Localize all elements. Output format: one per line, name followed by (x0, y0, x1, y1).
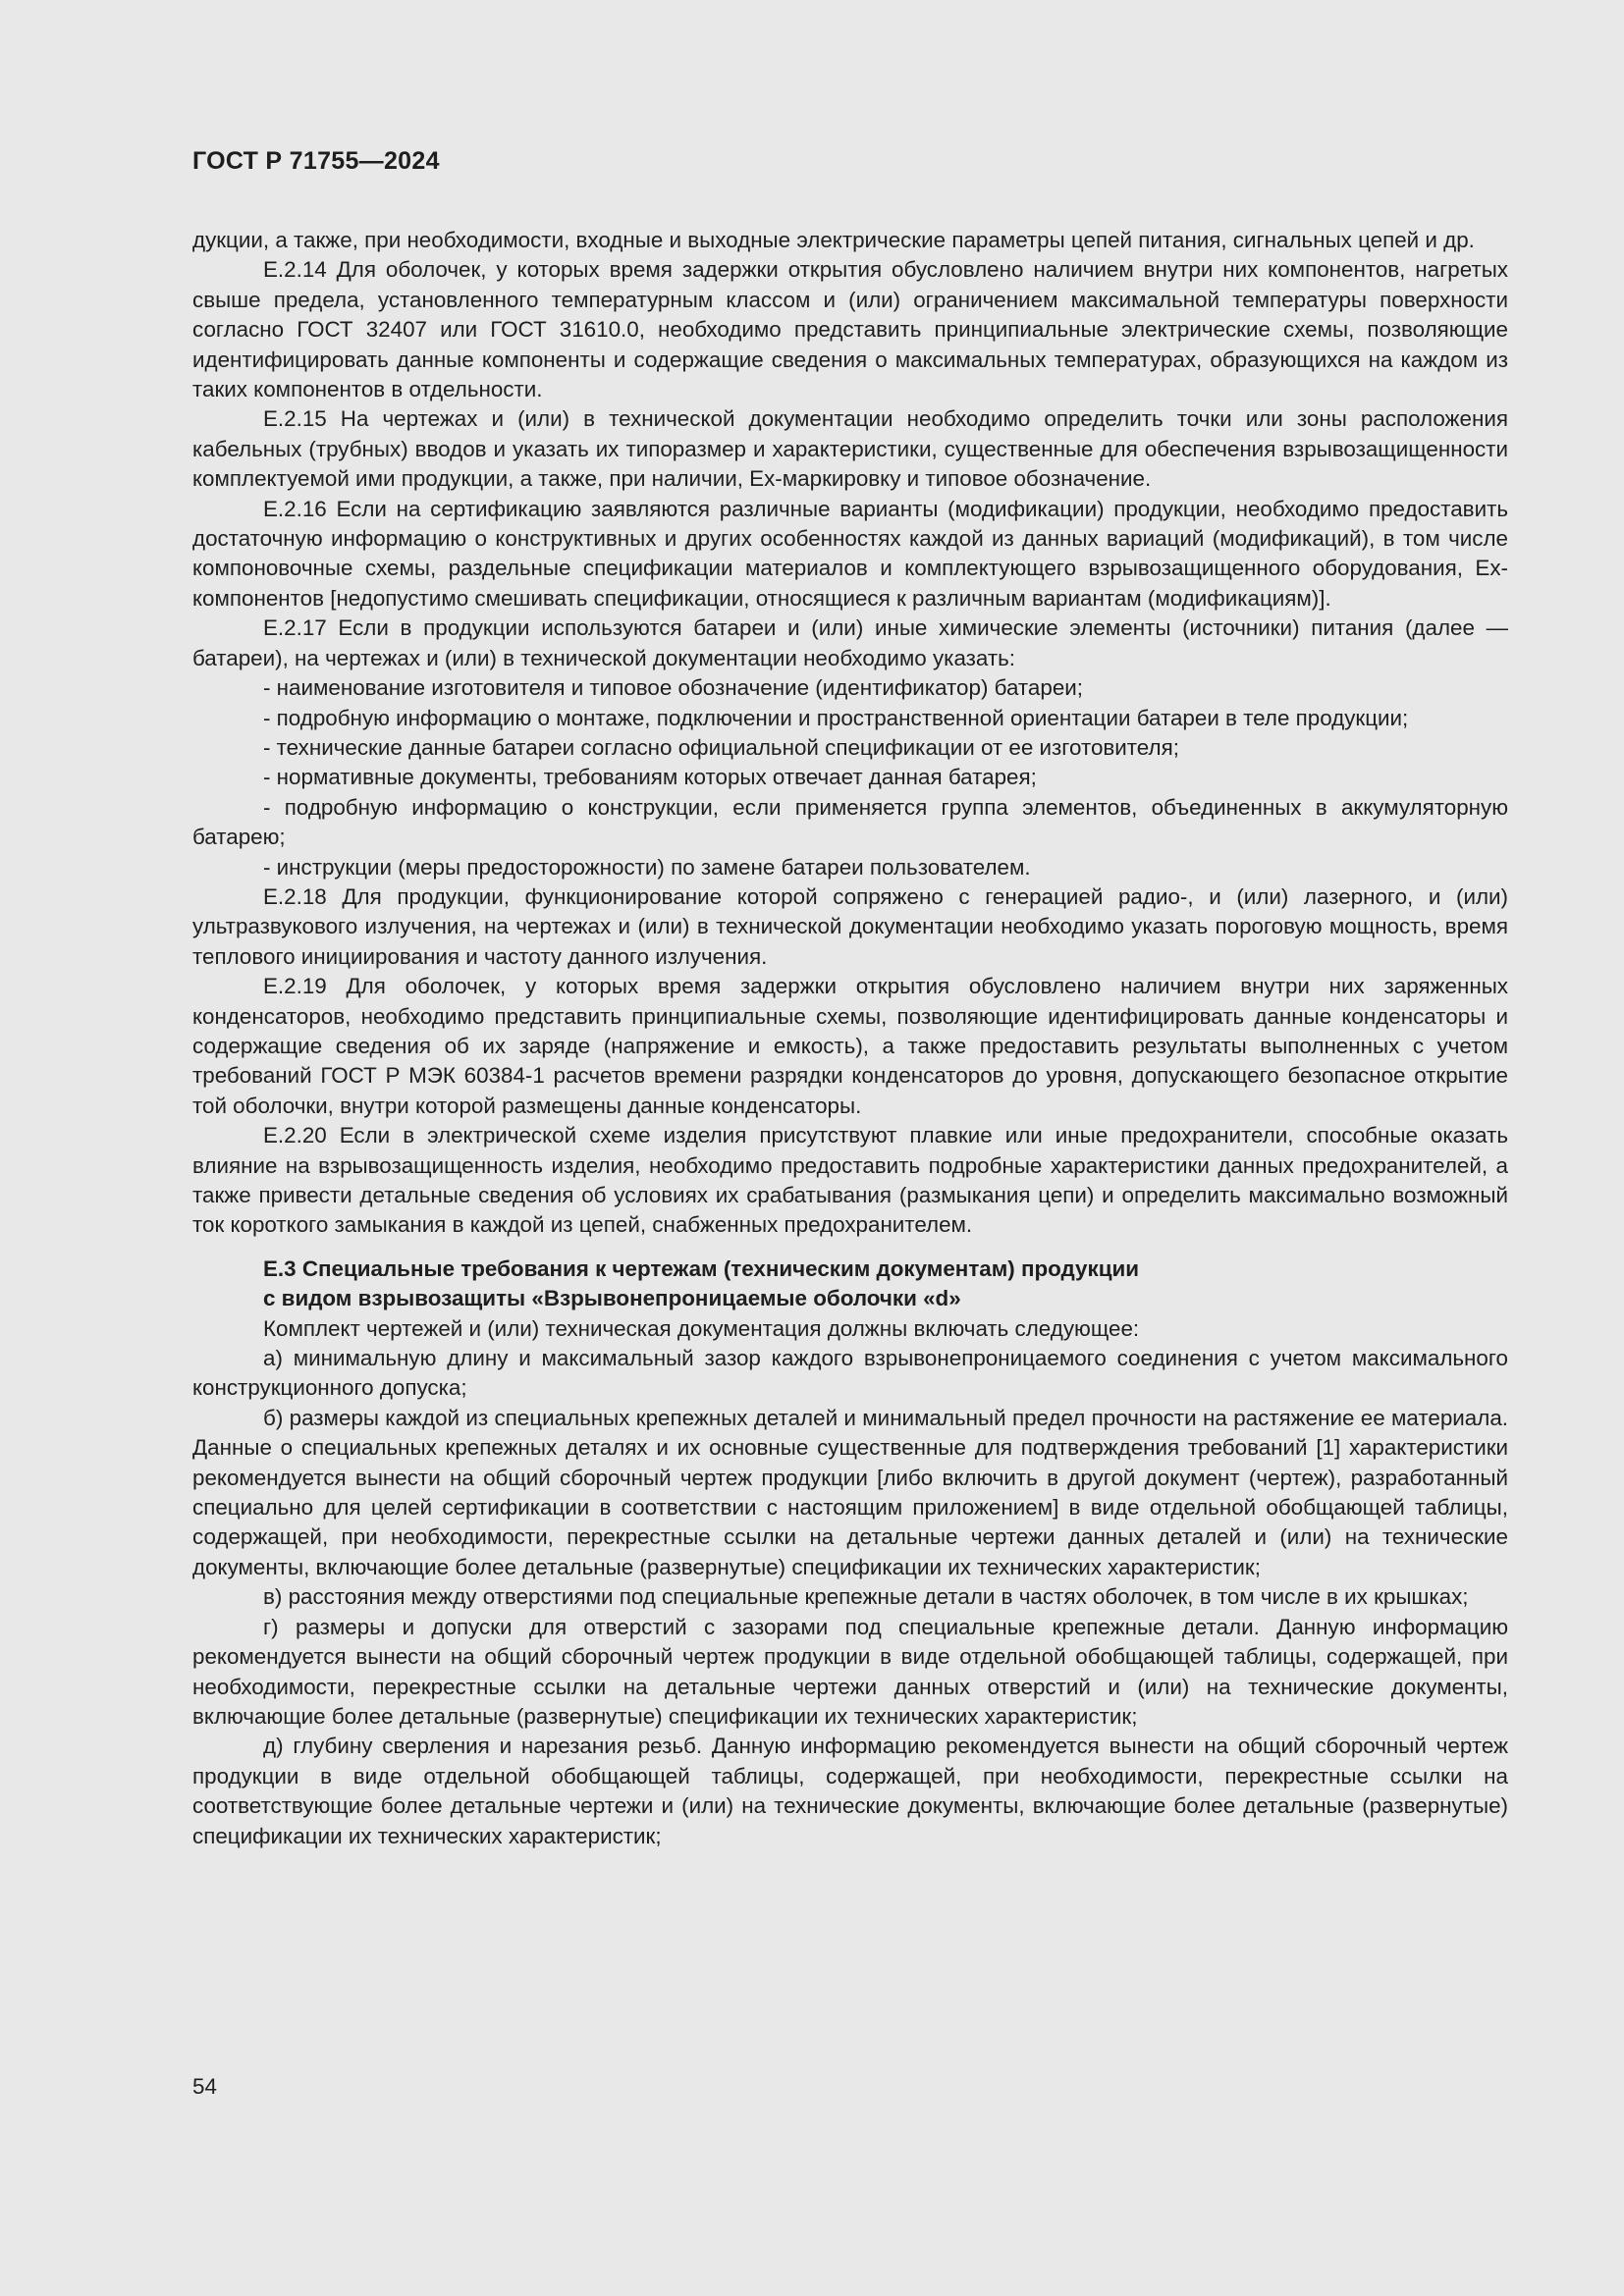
section-heading-line-1: Е.3 Специальные требования к чертежам (техническим документам) продукции (263, 1255, 1139, 1281)
section-heading-line-2: с видом взрывозащиты «Взрывонепроницаемые оболочки «d» (263, 1286, 961, 1311)
list-item: - подробную информацию о монтаже, подключении и пространственной ориентации батареи в теле продукции; (263, 705, 1409, 730)
list-item-a: а) минимальную длину и максимальный зазор каждого взрывонепроницаемого соединения с учетом максимального конструкционного допуска; (192, 1346, 1508, 1401)
section-heading-e-3 (192, 1255, 1508, 1314)
clause-e-2-14: Е.2.14 Для оболочек, у которых время задержки открытия обусловлено наличием внутри них компонентов, нагретых свыше предела, установленного температурным классом и (или) ограничением максимальной температуры поверхности согласно ГОСТ 32407 или ГОСТ 31610.0, необходимо представить принципиальные электрические схемы, позволяющие идентифицировать данные компоненты и содержащие сведения о максимальных температурах, образующихся на каждом из таких компонентов в отдельности. (192, 257, 1508, 402)
list-item: - нормативные документы, требованиям которых отвечает данная батарея; (263, 765, 1037, 790)
list-item: - инструкции (меры предосторожности) по замене батареи пользователем. (263, 854, 1031, 880)
list-item-g: г) размеры и допуски для отверстий с зазорами под специальные крепежные детали. Данную информацию рекомендуется вынести на общий сборочный чертеж продукции в виде отдельной обобщающей таблицы, содержащей, при необходимости, перекрестные ссылки на детальные чертежи данных отверстий и (или) на технические документы, включающие более детальные (развернутые) спецификации их технических характеристик; (192, 1614, 1508, 1729)
paragraph: дукции, а также, при необходимости, входные и выходные электрические параметры цепей питания, сигнальных цепей и др. (192, 228, 1475, 252)
page-number: 54 (192, 2074, 217, 2099)
document-header: ГОСТ Р 71755—2024 (192, 147, 440, 175)
clause-e-2-20: Е.2.20 Если в электрической схеме изделия присутствуют плавкие или иные предохранители, способные оказать влияние на взрывозащищенность изделия, необходимо предоставить подробные характеристики данных предохранителей, а также привести детальные сведения об условиях их срабатывания (размыкания цепи) и определить максимально возможный ток короткого замыкания в каждой из цепей, снабженных предохранителем. (192, 1123, 1508, 1238)
list-item-d: д) глубину сверления и нарезания резьб. Данную информацию рекомендуется вынести на общий сборочный чертеж продукции в виде отдельной обобщающей таблицы, содержащей, при необходимости, перекрестные ссылки на соответствующие более детальные чертежи и (или) на технические документы, включающие более детальные (развернутые) спецификации их технических характеристик; (192, 1734, 1508, 1848)
paragraph: Комплект чертежей и (или) техническая документация должны включать следующее: (263, 1315, 1140, 1341)
list-item: - технические данные батареи согласно официальной спецификации от ее изготовителя; (263, 734, 1179, 760)
clause-e-2-19: Е.2.19 Для оболочек, у которых время задержки открытия обусловлено наличием внутри них заряженных конденсаторов, необходимо представить принципиальные схемы, позволяющие идентифицировать данные конденсаторы и содержащие сведения об их заряде (напряжение и емкость), а также предоставить результаты выполненных с учетом требований ГОСТ Р МЭК 60384-1 расчетов времени разрядки конденсаторов до уровня, допускающего безопасное открытие той оболочки, внутри которой размещены данные конденсаторы. (192, 974, 1508, 1118)
clause-e-2-16: Е.2.16 Если на сертификацию заявляются различные варианты (модификации) продукции, необходимо предоставить достаточную информацию о конструктивных и других особенностях каждой из данных вариаций (модификаций), в том числе компоновочные схемы, раздельные спецификации материалов и комплектующего взрывозащищенного оборудования, Ex-компонентов [недопустимо смешивать спецификации, относящиеся к различным вариантам (модификациям)]. (192, 496, 1508, 611)
list-item: - подробную информацию о конструкции, если применяется группа элементов, объединенных в аккумуляторную батарею; (192, 794, 1508, 850)
clause-e-2-18: Е.2.18 Для продукции, функционирование которой сопряжено с генерацией радио-, и (или) лазерного, и (или) ультразвукового излучения, на чертежах и (или) в технической документации необходимо указать пороговую мощность, время теплового инициирования и частоту данного излучения. (192, 883, 1508, 969)
list-item-b: б) размеры каждой из специальных крепежных деталей и минимальный предел прочности на растяжение ее материала. Данные о специальных крепежных деталях и их основные существенные для подтверждения требований [1] характеристики рекомендуется вынести на общий сборочный чертеж продукции [либо включить в другой документ (чертеж), разработанный специально для целей сертификации в соответствии с настоящим приложением] в виде отдельной обобщающей таблицы, содержащей, при необходимости, перекрестные ссылки на детальные чертежи данных деталей и (или) на технические документы, включающие более детальные (развернутые) спецификации их технических характеристик; (192, 1405, 1508, 1579)
list-item: - наименование изготовителя и типовое обозначение (идентификатор) батареи; (263, 675, 1084, 701)
clause-e-2-15: Е.2.15 На чертежах и (или) в технической документации необходимо определить точки или зоны расположения кабельных (трубных) вводов и указать их типоразмер и характеристики, существенные для обеспечения взрывозащищенности комплектуемой ими продукции, а также, при наличии, Ex-маркировку и типовое обозначение. (192, 406, 1508, 492)
document-body (192, 226, 1508, 1851)
clause-e-2-17: Е.2.17 Если в продукции используются батареи и (или) иные химические элементы (источники) питания (далее — батареи), на чертежах и (или) в технической документации необходимо указать: (192, 615, 1508, 670)
list-item-v: в) расстояния между отверстиями под специальные крепежные детали в частях оболочек, в том числе в их крышках; (263, 1584, 1469, 1610)
